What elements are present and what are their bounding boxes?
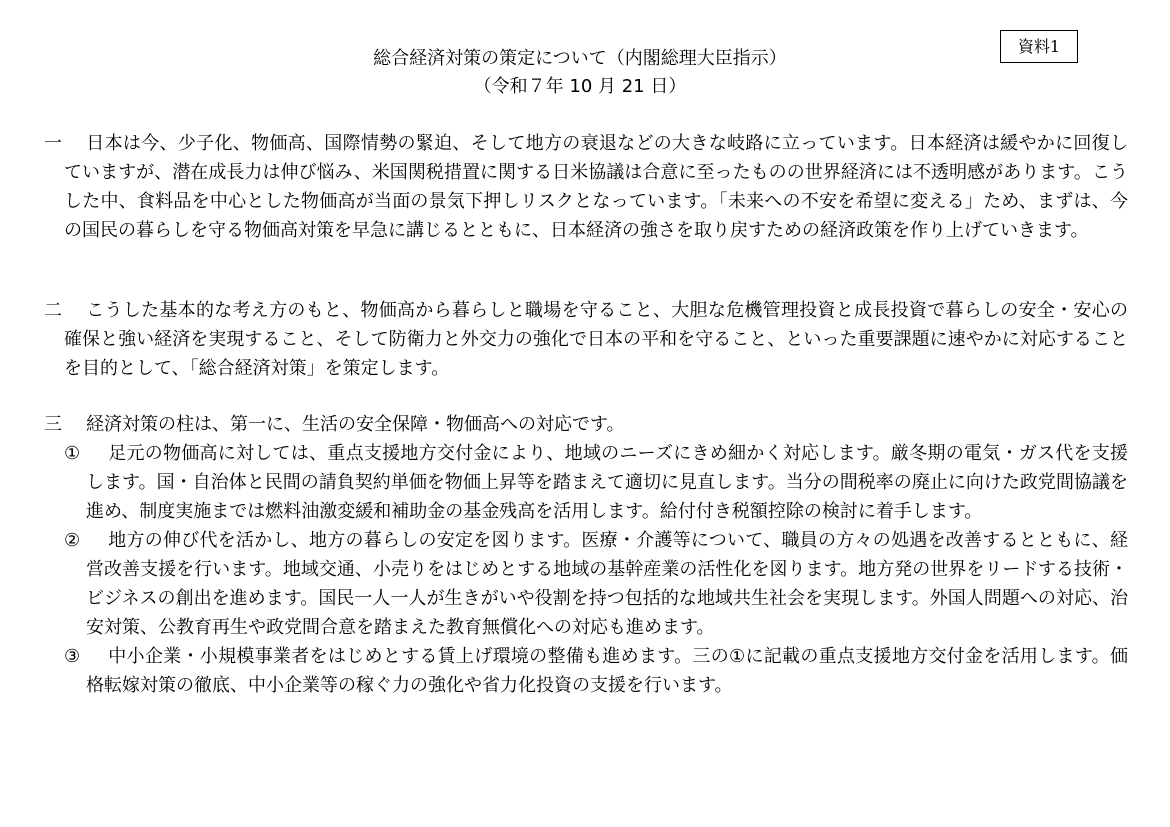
item-number: ③ bbox=[64, 646, 81, 667]
item-number: ② bbox=[64, 530, 81, 551]
document-label-badge: 資料1 bbox=[1000, 30, 1078, 63]
item-text: 地方の伸び代を活かし、地方の暮らしの安定を図ります。医療・介護等について、職員の方々の処遇を改善するとともに、経営改善支援を行います。地域交通、小売りをはじめとする地域の基幹産業の活性化を図ります。地方発の世界をリードする技術・ビジネスの創出を進めます。国民一人一人が生きがいや役割を持つ包括的な地域共生社会を実現します。外国人問題への対応、治安対策、公教育再生や政党間合意を踏まえた教育無償化への対応も進めます。 bbox=[86, 530, 1128, 638]
section-number: 三 bbox=[44, 414, 62, 435]
section-text: 日本は今、少子化、物価高、国際情勢の緊迫、そして地方の衰退などの大きな岐路に立っています。日本経済は緩やかに回復していますが、潜在成長力は伸び悩み、米国関税措置に関する日米協議は合意に至ったものの世界経済には不透明感があります。こうした中、食料品を中心とした物価高が当面の景気下押しリスクとなっています。「未来への不安を希望に変える」ため、まずは、今の国民の暮らしを守る物価高対策を早急に講じるとともに、日本経済の強さを取り戻すための経済政策を作り上げていきます。 bbox=[64, 133, 1128, 241]
section-text: こうした基本的な考え方のもと、物価高から暮らしと職場を守ること、大胆な危機管理投資と成長投資で暮らしの安全・安心の確保と強い経済を実現すること、そして防衛力と外交力の強化で日本の平和を守ること、といった重要課題に速やかに対応することを目的として、「総合経済対策」を策定します。 bbox=[64, 300, 1128, 379]
item-number: ① bbox=[64, 443, 81, 464]
section-1 bbox=[44, 129, 1128, 245]
section-text: 経済対策の柱は、第一に、生活の安全保障・物価高への対応です。 bbox=[86, 414, 625, 435]
list-item bbox=[64, 526, 1128, 642]
list-item bbox=[64, 439, 1128, 526]
section-2 bbox=[44, 296, 1128, 383]
document-title: 総合経済対策の策定について（内閣総理大臣指示） bbox=[373, 48, 787, 69]
section-3 bbox=[44, 410, 1128, 700]
section-number: 二 bbox=[44, 300, 62, 321]
document-date: （令和７年 10 月 21 日） bbox=[473, 76, 687, 97]
section-number: 一 bbox=[44, 133, 62, 154]
item-text: 足元の物価高に対しては、重点支援地方交付金により、地域のニーズにきめ細かく対応します。厳冬期の電気・ガス代を支援します。国・自治体と民間の請負契約単価を物価上昇等を踏まえて適切に見直します。当分の間税率の廃止に向けた政党間協議を進め、制度実施までは燃料油激変緩和補助金の基金残高を活用します。給付付き税額控除の検討に着手します。 bbox=[86, 443, 1128, 522]
item-text: 中小企業・小規模事業者をはじめとする賃上げ環境の整備も進めます。三の①に記載の重点支援地方交付金を活用します。価格転嫁対策の徹底、中小企業等の稼ぐ力の強化や省力化投資の支援を行います。 bbox=[86, 646, 1128, 696]
list-item bbox=[64, 642, 1128, 700]
